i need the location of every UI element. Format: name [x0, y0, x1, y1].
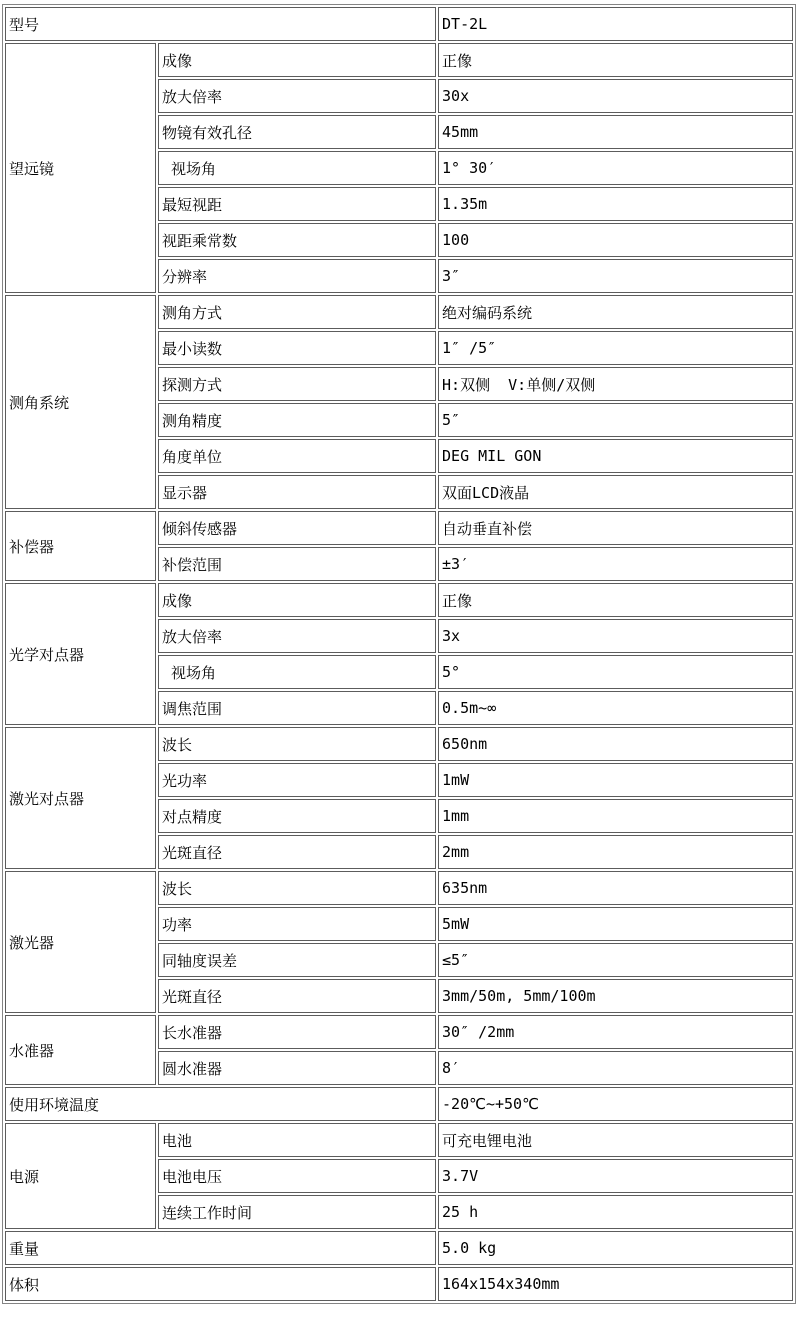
- spec-value: 5″: [438, 403, 793, 437]
- spec-label: 分辨率: [158, 259, 436, 293]
- spec-value: 650nm: [438, 727, 793, 761]
- spec-value: 3.7V: [438, 1159, 793, 1193]
- spec-group-label: 光学对点器: [5, 583, 156, 725]
- spec-label: 光功率: [158, 763, 436, 797]
- spec-value: 8′: [438, 1051, 793, 1085]
- spec-label: 补偿范围: [158, 547, 436, 581]
- spec-label: 最小读数: [158, 331, 436, 365]
- spec-label: 显示器: [158, 475, 436, 509]
- spec-value: H:双侧 V:单侧/双侧: [438, 367, 793, 401]
- spec-label: 最短视距: [158, 187, 436, 221]
- spec-value: 3mm/50m, 5mm/100m: [438, 979, 793, 1013]
- spec-value: 164x154x340mm: [438, 1267, 793, 1301]
- spec-label: 型号: [5, 7, 436, 41]
- table-row: [5, 871, 793, 905]
- spec-value: 1″ /5″: [438, 331, 793, 365]
- spec-label: 波长: [158, 727, 436, 761]
- spec-group-label: 补偿器: [5, 511, 156, 581]
- spec-group-label: 电源: [5, 1123, 156, 1229]
- spec-value: 绝对编码系统: [438, 295, 793, 329]
- spec-label: 光斑直径: [158, 979, 436, 1013]
- spec-value: ≤5″: [438, 943, 793, 977]
- spec-label: 视场角: [158, 655, 436, 689]
- spec-value: 3x: [438, 619, 793, 653]
- spec-group-label: 激光对点器: [5, 727, 156, 869]
- spec-label: 倾斜传感器: [158, 511, 436, 545]
- spec-value: 1° 30′: [438, 151, 793, 185]
- spec-value: 自动垂直补偿: [438, 511, 793, 545]
- spec-table: [2, 4, 796, 1304]
- spec-group-label: 测角系统: [5, 295, 156, 509]
- spec-label: 探测方式: [158, 367, 436, 401]
- spec-label: 视距乘常数: [158, 223, 436, 257]
- spec-value: 30″ /2mm: [438, 1015, 793, 1049]
- spec-value: 可充电锂电池: [438, 1123, 793, 1157]
- spec-label: 角度单位: [158, 439, 436, 473]
- spec-value: 5°: [438, 655, 793, 689]
- spec-value: ±3′: [438, 547, 793, 581]
- table-row: [5, 1123, 793, 1157]
- spec-value: 正像: [438, 583, 793, 617]
- spec-label: 成像: [158, 43, 436, 77]
- spec-value: 2mm: [438, 835, 793, 869]
- table-row: [5, 7, 793, 41]
- spec-label: 成像: [158, 583, 436, 617]
- spec-value: 3″: [438, 259, 793, 293]
- spec-value: 1.35m: [438, 187, 793, 221]
- spec-label: 光斑直径: [158, 835, 436, 869]
- table-row: [5, 295, 793, 329]
- table-row: [5, 1267, 793, 1301]
- spec-label: 测角方式: [158, 295, 436, 329]
- spec-label: 连续工作时间: [158, 1195, 436, 1229]
- spec-label: 体积: [5, 1267, 436, 1301]
- spec-label: 使用环境温度: [5, 1087, 436, 1121]
- spec-value: 5.0 kg: [438, 1231, 793, 1265]
- table-row: [5, 1231, 793, 1265]
- spec-value: 1mW: [438, 763, 793, 797]
- spec-label: 电池电压: [158, 1159, 436, 1193]
- spec-value: 30x: [438, 79, 793, 113]
- spec-label: 放大倍率: [158, 79, 436, 113]
- spec-label: 调焦范围: [158, 691, 436, 725]
- spec-value: 0.5m~∞: [438, 691, 793, 725]
- spec-group-label: 激光器: [5, 871, 156, 1013]
- spec-label: 同轴度误差: [158, 943, 436, 977]
- spec-value: DT-2L: [438, 7, 793, 41]
- table-row: [5, 1087, 793, 1121]
- spec-label: 长水准器: [158, 1015, 436, 1049]
- spec-value: 635nm: [438, 871, 793, 905]
- spec-group-label: 望远镜: [5, 43, 156, 293]
- spec-value: -20℃~+50℃: [438, 1087, 793, 1121]
- table-row: [5, 43, 793, 77]
- spec-value: 5mW: [438, 907, 793, 941]
- spec-value: 双面LCD液晶: [438, 475, 793, 509]
- spec-value: DEG MIL GON: [438, 439, 793, 473]
- spec-label: 电池: [158, 1123, 436, 1157]
- spec-label: 物镜有效孔径: [158, 115, 436, 149]
- spec-value: 1mm: [438, 799, 793, 833]
- spec-label: 圆水准器: [158, 1051, 436, 1085]
- spec-table-body: [5, 7, 793, 1301]
- spec-group-label: 水准器: [5, 1015, 156, 1085]
- spec-value: 100: [438, 223, 793, 257]
- spec-label: 波长: [158, 871, 436, 905]
- spec-value: 正像: [438, 43, 793, 77]
- spec-label: 视场角: [158, 151, 436, 185]
- table-row: [5, 511, 793, 545]
- spec-value: 45mm: [438, 115, 793, 149]
- table-row: [5, 583, 793, 617]
- spec-value: 25 h: [438, 1195, 793, 1229]
- spec-label: 放大倍率: [158, 619, 436, 653]
- table-row: [5, 1015, 793, 1049]
- spec-label: 对点精度: [158, 799, 436, 833]
- spec-label: 重量: [5, 1231, 436, 1265]
- table-row: [5, 727, 793, 761]
- spec-label: 测角精度: [158, 403, 436, 437]
- spec-label: 功率: [158, 907, 436, 941]
